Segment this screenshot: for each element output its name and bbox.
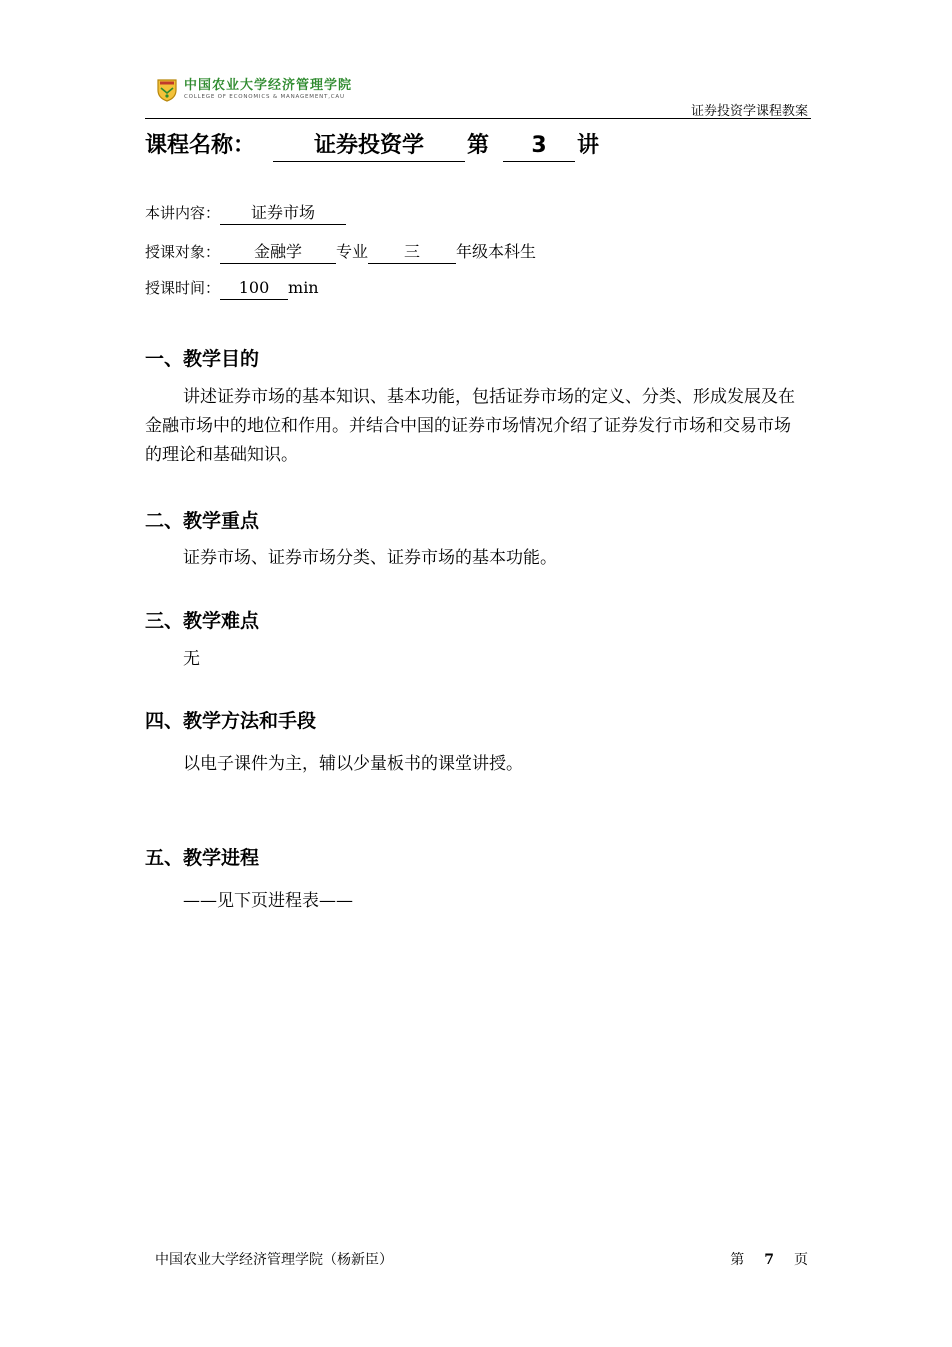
page-number-block — [730, 1249, 808, 1269]
page-prefix: 第 — [730, 1252, 745, 1268]
section-heading-objectives: 一、教学目的 — [145, 348, 260, 370]
section-body-objectives: 讲述证券市场的基本知识、基本功能，包括证券市场的定义、分类、形成发展及在金融市场中的地位和作用。并结合中国的证券市场情况介绍了证券发行市场和交易市场的理论和基础知识。 — [145, 387, 795, 465]
section-body-progress: ——见下页进程表—— — [183, 891, 353, 911]
page-number: 7 — [764, 1252, 774, 1268]
section-body-methods: 以电子课件为主，辅以少量板书的课堂讲授。 — [183, 754, 523, 774]
lecture-time-value: 100 — [220, 277, 288, 300]
logo-chinese-name: 中国农业大学经济管理学院 — [184, 78, 353, 93]
section-heading-methods: 四、教学方法和手段 — [145, 710, 317, 732]
section-body-key-points: 证券市场、证券市场分类、证券市场的基本功能。 — [183, 548, 557, 568]
lecture-number: 3 — [503, 131, 575, 162]
course-name-label: 课程名称： — [145, 133, 256, 158]
header-divider — [145, 118, 811, 119]
lecture-time-label: 授课时间： — [145, 279, 221, 297]
lecture-content-label: 本讲内容： — [145, 204, 221, 222]
section-heading-difficulties: 三、教学难点 — [145, 610, 260, 632]
college-emblem-icon — [156, 78, 178, 102]
lecture-time-line — [145, 277, 319, 300]
lecture-prefix: 第 — [467, 133, 490, 158]
logo-english-name: COLLEGE OF ECONOMICS & MANAGEMENT,CAU — [184, 94, 345, 100]
page-suffix: 页 — [794, 1252, 808, 1268]
lecture-content-value: 证券市场 — [220, 202, 346, 225]
audience-grade: 三 — [368, 241, 456, 264]
section-heading-key-points: 二、教学重点 — [145, 510, 260, 532]
major-word: 专业 — [336, 242, 369, 261]
section-body-difficulties: 无 — [183, 649, 200, 669]
college-logo — [156, 78, 352, 102]
lecture-time-unit: min — [288, 278, 319, 297]
audience-line — [145, 239, 536, 264]
course-title-line — [145, 128, 599, 162]
course-name-value: 证券投资学 — [273, 131, 465, 162]
lecture-content-line — [145, 202, 346, 225]
section-heading-progress: 五、教学进程 — [145, 847, 260, 869]
lecture-suffix: 讲 — [577, 133, 600, 158]
footer-author: 中国农业大学经济管理学院（杨新臣） — [155, 1252, 393, 1268]
grade-suffix: 年级本科生 — [456, 242, 537, 261]
audience-major: 金融学 — [220, 241, 336, 264]
document-header-title: 证券投资学课程教案 — [690, 104, 808, 119]
audience-label: 授课对象： — [145, 243, 221, 261]
